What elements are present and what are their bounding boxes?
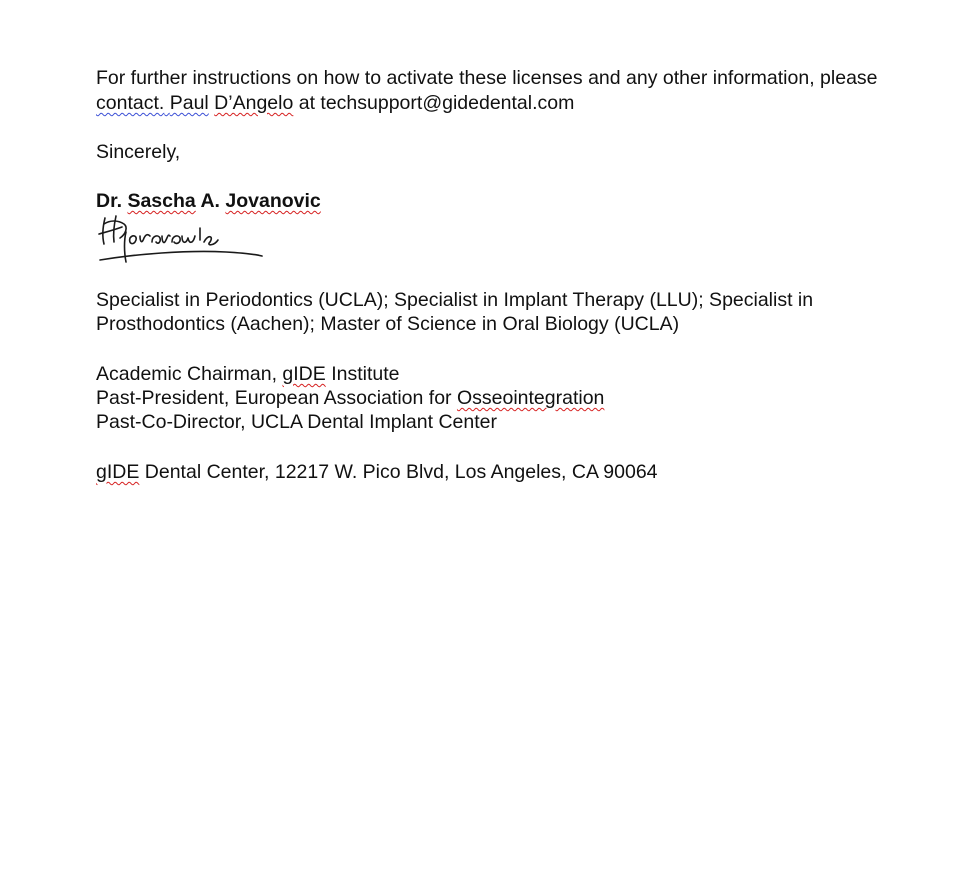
- signer-name: [96, 189, 321, 213]
- signer-middle-initial: A.: [200, 190, 220, 212]
- credentials-line-1: [96, 288, 813, 312]
- contact-word-text: contact.: [96, 92, 165, 114]
- position-line-2: [96, 386, 604, 410]
- signer-title-prefix: Dr.: [96, 190, 123, 212]
- position-line-1: [96, 362, 399, 386]
- closing-line: [96, 140, 180, 164]
- position-line-3: [96, 410, 497, 434]
- signer-first-name: Sascha: [127, 190, 196, 212]
- instructions-line-1: [96, 66, 878, 90]
- position-2-prefix: Past-President, European Association for: [96, 387, 452, 409]
- address-org: gIDE: [96, 461, 140, 483]
- handwritten-signature-icon: [96, 212, 266, 268]
- credentials-text-1: Specialist in Periodontics (UCLA); Specialist in Implant Therapy (LLU); Specialist in: [96, 289, 814, 311]
- credentials-text-2: Prosthodontics (Aachen); Master of Science in Oral Biology (UCLA): [96, 313, 680, 335]
- address-line: [96, 460, 658, 484]
- position-3-text: Past-Co-Director, UCLA Dental Implant Center: [96, 411, 497, 433]
- instructions-text-1: For further instructions on how to activate these licenses and any other information, please: [96, 67, 878, 89]
- contact-last-name: D’Angelo: [214, 92, 294, 114]
- position-2-word: Osseointegration: [456, 387, 605, 409]
- position-1-org: gIDE: [282, 363, 326, 385]
- contact-email-text: at techsupport@gidedental.com: [298, 92, 575, 114]
- closing-text: Sincerely,: [96, 141, 181, 163]
- credentials-line-2: [96, 312, 679, 336]
- contact-word: [96, 92, 209, 114]
- position-1-prefix: Academic Chairman,: [96, 363, 277, 385]
- instructions-line-2: [96, 91, 574, 115]
- contact-first-name: Paul: [169, 92, 209, 114]
- position-1-suffix: Institute: [331, 363, 400, 385]
- signer-last-name: Jovanovic: [225, 190, 321, 212]
- address-text: Dental Center, 12217 W. Pico Blvd, Los Angeles, CA 90064: [144, 461, 658, 483]
